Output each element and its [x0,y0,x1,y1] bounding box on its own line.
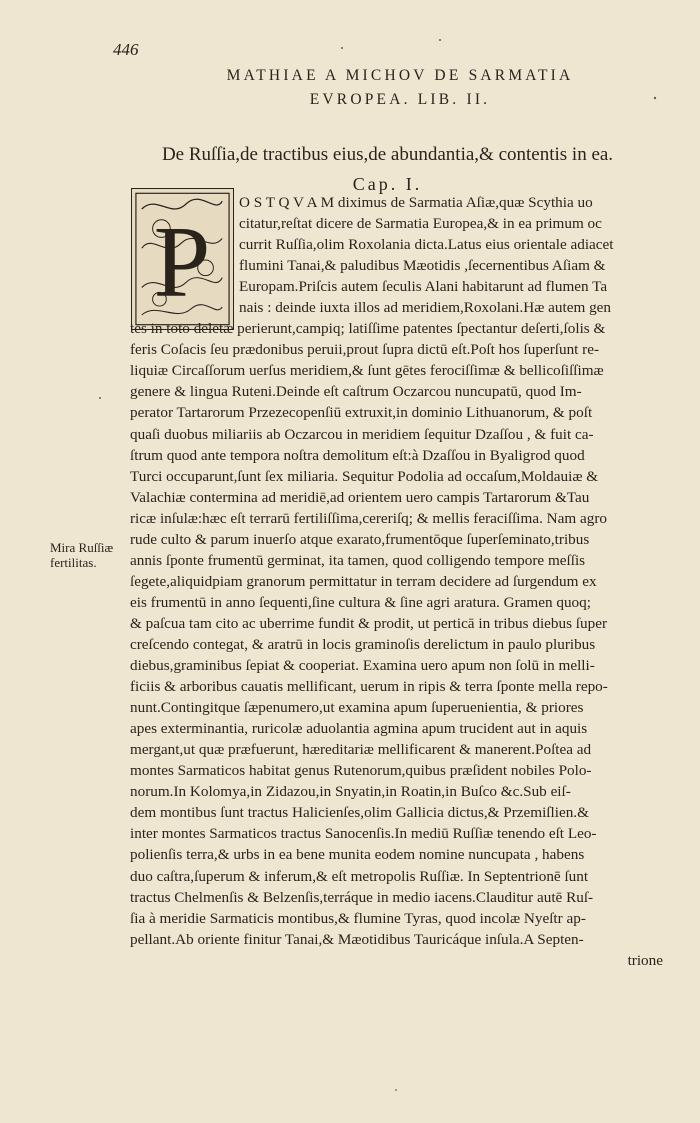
text-line: duo caſtra,ſuperum & inferum,& eſt metropolis Ruſſiæ. In Septentrionē ſunt [130,867,589,885]
marginal-note [50,540,130,570]
text-line: quaſi duobus miliariis ab Oczarcou in meridiem ſequitur Dzaſſou , & fuit ca- [130,425,594,443]
running-head-line-1: MATHIAE A MICHOV DE SARMATIA [226,67,574,84]
text-line: diebus,graminibus ſepiat & cooperiat. Examina uero apum non ſolū in melli- [130,657,595,675]
text-line: perator Tartarorum Przezecopenſiū extruxit,in dominio Lithuanorum, & poſt [130,404,593,422]
chapter-title: De Ruſſia,de tractibus eius,de abundantia,& contentis in ea. [161,144,614,165]
text-line: ricæ inſulæ:hæc eſt terrarū fertiliſſima,cereriſq; & mellis feraciſſima. Nam agro [130,509,607,527]
text-line: tractus Chelmenſis & Belzenſis,terráque in medio iacens.Clauditur autē Ruſ- [130,888,594,906]
running-head-line-2: EVROPEA. LIB. II. [309,91,491,108]
text-line: pellant.Ab oriente finitur Tanai,& Mæotidibus Tauricáque inſula.A Septen- [130,930,584,948]
text-line: Valachiæ contermina ad meridiē,ad orientem uero campis Tartarorum &Tau [130,488,590,506]
catchword: trione [627,951,663,969]
text-line: ſia à meridie Sarmaticis montibus,& flumine Tyras, quod incolæ Nyeſtr ap- [130,909,586,927]
text-line: annis ſponte frumentū germinat, ita tamen, quod colligendo tempore meſſis [130,551,586,569]
text-line: ſegete,aliquidpiam granorum permittatur in terram decidere ad ſurgendum ex [130,572,597,590]
marginal-note-line: fertilitas. [50,555,97,570]
text-line: creſcendo contegat, & aratrū in locis graminoſis derelictum in paulo pluribus [130,635,596,653]
text-line: inter montes Sarmaticos tractus Sanocenſis.In mediū Ruſſiæ tenendo eſt Leo- [130,825,597,843]
text-line: Europam.Priſcis autem ſeculis Alani habitarunt ad flumen Ta [239,278,608,296]
initial-letter: P [153,205,211,319]
text-line: O S T Q V A M diximus de Sarmatia Aſiæ,quæ Scythia uo [239,194,593,211]
chapter-number: Cap. I. [352,174,423,194]
text-line: & paſcua tam cito ac uberrime fundit & prodit, ut perticā in tribus diebus ſuper [130,614,608,632]
text-line: dem montibus ſunt tractus Halicienſes,olim Gallicia dictus,& Przemiſlien.& [130,804,589,822]
text-line: rude culto & parum inuerſo atque exarato,frumentōque ſuperſeminato,tribus [130,530,590,548]
text-line: citatur,reſtat dicere de Sarmatia Europea,& in ea primum oc [239,215,602,233]
text-line: feris Coſacis ſeu prædonibus peruii,prout ſupra dictū eſt.Poſt hos ſuperſunt re- [130,341,600,359]
text-line: nunt.Contingitque ſæpenumero,ut examina apum ſuperuenientia, & priores [130,699,584,717]
text-line: nais : deinde iuxta illos ad meridiem,Roxolani.Hæ autem gen [239,299,612,317]
text-line: ſtrum quod ante tempora noſtra demolitum eſt:à Dzaſſou in Byaligrod quod [130,446,585,464]
page-number: 446 [113,40,139,59]
marginal-note-line: Mira Ruſſiæ [50,540,114,555]
text-line: apes exterminantia, ruricolæ aduolantia agmina apum trucident aut in aquis [130,720,588,738]
text-line: eis frumentū in anno ſequenti,ſine cultura & ſine agri aratura. Gramen quoq; [130,593,591,611]
text-line: currit Ruſſia,olim Roxolania dicta.Latus eius orientale adiacet [239,236,614,254]
text-line: liquiæ Circaſſorum uerſus meridiem,& ſunt gētes ferociſſimæ & bellicoſiſſimæ [130,362,604,380]
text-line: genere & lingua Ruteni.Deinde eſt caſtrum Oczarcou nuncupatū, quod Im- [130,383,582,401]
text-line: polienſis terra,& urbs in ea bene munita eodem nomine nuncupata , habens [130,846,585,864]
text-line: Turci occuparunt,ſunt ſex miliaria. Sequitur Podolia ad occaſum,Moldauiæ & [130,467,599,485]
text-line: norum.In Kolomya,in Zidazou,in Snyatin,in Roatin,in Buſco &c.Sub eiſ- [130,783,571,801]
text-line: mergant,ut quæ præfuerunt, hæreditariæ mellificarent & manerent.Poſtea ad [130,741,592,759]
text-line: tes in toto deletæ perierunt,campiq; latiſſime patentes ſpectantur deſerti,ſolis & [130,320,606,338]
text-line: montes Sarmaticos habitat genus Rutenorum,quibus præſident nobiles Polo- [130,762,592,780]
body-text [130,192,663,971]
text-line: ficiis & arboribus cauatis mellificant, uerum in ripis & terra ſponte mella repo- [130,678,608,696]
text-line: flumini Tanai,& paludibus Mæotidis ,ſecernentibus Aſiam & [239,257,606,275]
running-head [180,64,620,112]
